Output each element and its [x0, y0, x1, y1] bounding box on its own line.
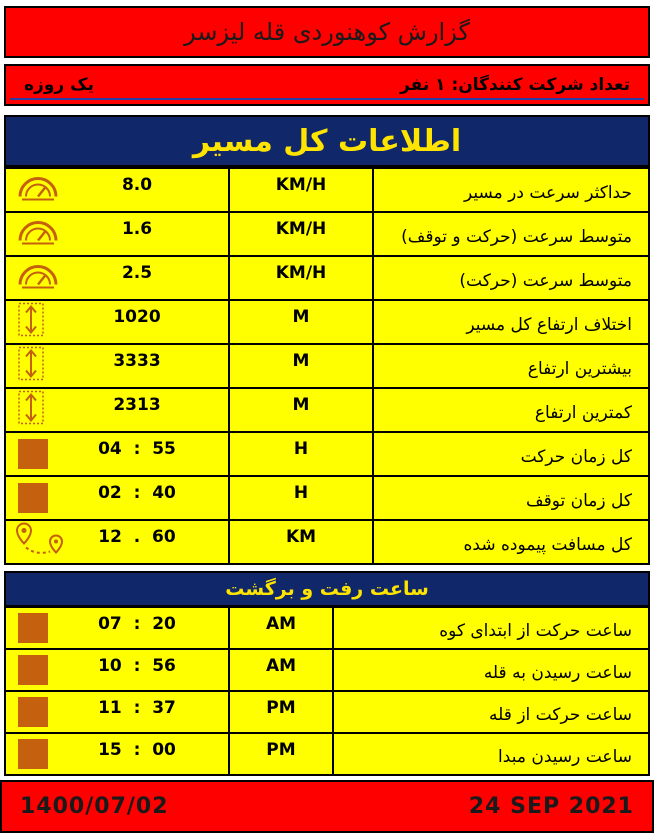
- unit-cell: AM: [230, 608, 334, 648]
- value-text: 10 : 56: [98, 656, 176, 676]
- label-cell: کل زمان توقف: [526, 491, 632, 511]
- persian-date: 1400/07/02: [20, 794, 169, 819]
- label-cell: کمترین ارتفاع: [534, 403, 632, 423]
- unit-cell: H: [230, 433, 374, 475]
- value-text: 11 : 37: [98, 698, 176, 718]
- unit-cell: M: [230, 345, 374, 387]
- route-row: [4, 167, 650, 213]
- label-cell: ساعت حرکت از قله: [489, 705, 632, 725]
- round-trip-header: [4, 571, 650, 607]
- route-row: [4, 211, 650, 257]
- value-cell: [6, 169, 230, 211]
- unit-cell: PM: [230, 692, 334, 732]
- report-title-bar: [4, 6, 650, 58]
- speedometer-icon: [16, 173, 60, 208]
- elevation-icon: [16, 302, 46, 343]
- value-cell: [6, 213, 230, 255]
- value-text: 1.6: [121, 219, 153, 239]
- report-title: گزارش کوهنوردی قله لیزسر: [184, 18, 470, 46]
- unit-cell: PM: [230, 734, 334, 774]
- route-row: [4, 299, 650, 345]
- route-row: [4, 255, 650, 301]
- label-cell: کل زمان حرکت: [520, 447, 632, 467]
- gregorian-date: 24 SEP 2021: [468, 794, 634, 819]
- speedometer-icon: [16, 217, 60, 252]
- value-cell: [6, 734, 230, 774]
- value-text: 1020: [113, 307, 161, 327]
- trip-duration: یک روزه: [24, 75, 94, 95]
- value-cell: [6, 608, 230, 648]
- round-trip-title: ساعت رفت و برگشت: [225, 578, 429, 600]
- label-cell: متوسط سرعت (حرکت): [459, 271, 632, 291]
- unit-cell: M: [230, 389, 374, 431]
- label-cell: کل مسافت پیموده شده: [463, 535, 632, 555]
- unit-cell: H: [230, 477, 374, 519]
- clock-box-icon: [18, 739, 48, 769]
- value-text: 02 : 40: [98, 483, 176, 503]
- value-text: 07 : 20: [98, 614, 176, 634]
- value-cell: [6, 650, 230, 690]
- label-cell: بیشترین ارتفاع: [527, 359, 632, 379]
- value-text: 04 : 55: [98, 439, 176, 459]
- unit-cell: AM: [230, 650, 334, 690]
- label-cell: متوسط سرعت (حرکت و توقف): [401, 227, 632, 247]
- participants-count: تعداد شرکت کنندگان: ۱ نفر: [400, 75, 630, 95]
- unit-cell: KM: [230, 521, 374, 563]
- value-cell: [6, 477, 230, 519]
- route-row: [4, 519, 650, 565]
- value-cell: [6, 389, 230, 431]
- label-cell: اختلاف ارتفاع کل مسیر: [466, 315, 632, 335]
- trip-row: [4, 732, 650, 776]
- value-cell: [6, 692, 230, 732]
- elevation-icon: [16, 390, 46, 431]
- unit-cell: KM/H: [230, 257, 374, 299]
- route-row: [4, 387, 650, 433]
- clock-box-icon: [18, 655, 48, 685]
- date-footer: [0, 780, 654, 833]
- trip-row: [4, 648, 650, 692]
- route-row: [4, 475, 650, 521]
- route-info-header: [4, 115, 650, 167]
- value-cell: [6, 345, 230, 387]
- label-cell: ساعت حرکت از ابتدای کوه: [439, 621, 632, 641]
- value-cell: [6, 433, 230, 475]
- value-cell: [6, 301, 230, 343]
- clock-box-icon: [18, 613, 48, 643]
- route-row: [4, 431, 650, 477]
- value-text: 12 . 60: [98, 527, 176, 547]
- clock-box-icon: [18, 483, 48, 513]
- elevation-icon: [16, 346, 46, 387]
- unit-cell: KM/H: [230, 169, 374, 211]
- unit-cell: KM/H: [230, 213, 374, 255]
- clock-box-icon: [18, 697, 48, 727]
- unit-cell: M: [230, 301, 374, 343]
- value-text: 2313: [113, 395, 161, 415]
- value-cell: [6, 521, 230, 563]
- value-cell: [6, 257, 230, 299]
- value-text: 3333: [113, 351, 161, 371]
- route-row: [4, 343, 650, 389]
- clock-box-icon: [18, 439, 48, 469]
- route-info-title: اطلاعات کل مسیر: [192, 123, 462, 159]
- label-cell: ساعت رسیدن مبدا: [498, 747, 632, 767]
- participants-bar: [4, 64, 650, 106]
- label-cell: حداکثر سرعت در مسیر: [464, 183, 632, 203]
- trip-row: [4, 606, 650, 650]
- value-text: 2.5: [121, 263, 153, 283]
- label-cell: ساعت رسیدن به قله: [483, 663, 632, 683]
- route-pins-icon: [16, 522, 66, 563]
- speedometer-icon: [16, 261, 60, 296]
- value-text: 8.0: [121, 175, 153, 195]
- value-text: 15 : 00: [98, 740, 176, 760]
- trip-row: [4, 690, 650, 734]
